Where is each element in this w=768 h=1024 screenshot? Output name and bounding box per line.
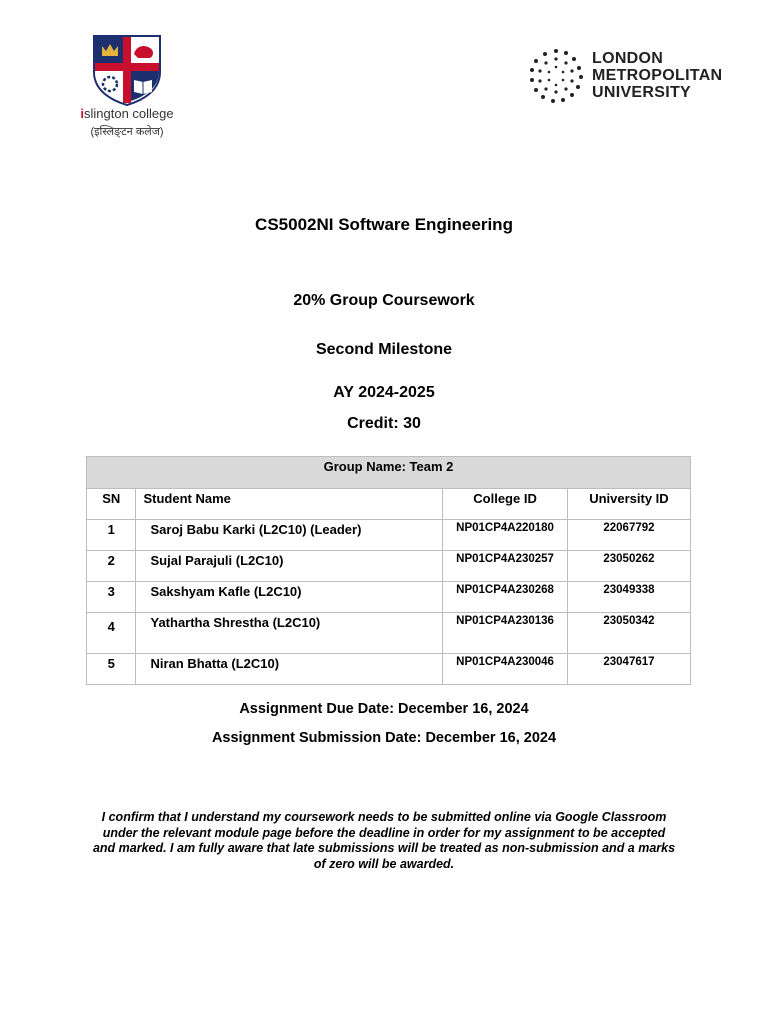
college-id-cell: NP01CP4A230046: [443, 654, 568, 685]
milestone-title: Second Milestone: [315, 341, 453, 358]
column-header-university-id: University ID: [567, 489, 690, 520]
london-met-logo: [528, 48, 748, 106]
university-id-cell: 23049338: [567, 582, 690, 613]
college-id-cell: NP01CP4A230268: [443, 582, 568, 613]
university-id-cell: 23050342: [567, 613, 690, 654]
sn-cell: 3: [87, 582, 136, 613]
sn-cell: 4: [87, 613, 136, 654]
college-id-cell: NP01CP4A230136: [443, 613, 568, 654]
declaration-text: I confirm that I understand my coursework needs to be submitted online via Google Classroom under the relevant module page before the deadline in order for my assignment to be accepted and marked. I am fully aware that late submissions will be treated as non-submission and a marks of zero will be awarded.: [92, 810, 676, 871]
islington-wordmark: islington college: [80, 106, 174, 121]
london-met-wordmark: LONDON METROPOLITAN UNIVERSITY: [592, 50, 723, 101]
group-name-row: [87, 457, 691, 489]
sn-cell: 5: [87, 654, 136, 685]
group-name: Group Name: Team 2: [87, 457, 691, 489]
student-name-cell: Sakshyam Kafle (L2C10): [136, 582, 443, 613]
column-header-student-name: Student Name: [136, 489, 443, 520]
university-id-cell: 23047617: [567, 654, 690, 685]
coursework-title: 20% Group Coursework: [293, 292, 475, 309]
university-id-cell: 23050262: [567, 551, 690, 582]
sn-cell: 2: [87, 551, 136, 582]
table-row: [87, 613, 691, 654]
academic-year: AY 2024-2025: [333, 384, 435, 401]
table-row: [87, 551, 691, 582]
islington-crest-icon: [62, 32, 192, 106]
london-met-dots-icon: [528, 48, 584, 104]
student-name-cell: Niran Bhatta (L2C10): [136, 654, 443, 685]
islington-college-logo: [62, 32, 192, 140]
column-header-college-id: College ID: [443, 489, 568, 520]
table-row: [87, 520, 691, 551]
submission-date: Assignment Submission Date: December 16, 2024: [211, 730, 557, 746]
credit: Credit: 30: [347, 415, 421, 432]
student-name-cell: Sujal Parajuli (L2C10): [136, 551, 443, 582]
team-table: [86, 456, 691, 685]
student-name-cell: Yathartha Shrestha (L2C10): [136, 613, 443, 654]
university-id-cell: 22067792: [567, 520, 690, 551]
due-date: Assignment Due Date: December 16, 2024: [239, 701, 529, 717]
islington-subtitle: (इस्लिङ्टन कलेज): [90, 126, 164, 138]
table-row: [87, 582, 691, 613]
column-header-sn: SN: [87, 489, 136, 520]
table-header-row: [87, 489, 691, 520]
sn-cell: 1: [87, 520, 136, 551]
student-name-cell: Saroj Babu Karki (L2C10) (Leader): [136, 520, 443, 551]
table-row: [87, 654, 691, 685]
college-id-cell: NP01CP4A230257: [443, 551, 568, 582]
course-title: CS5002NI Software Engineering: [255, 215, 513, 234]
college-id-cell: NP01CP4A220180: [443, 520, 568, 551]
